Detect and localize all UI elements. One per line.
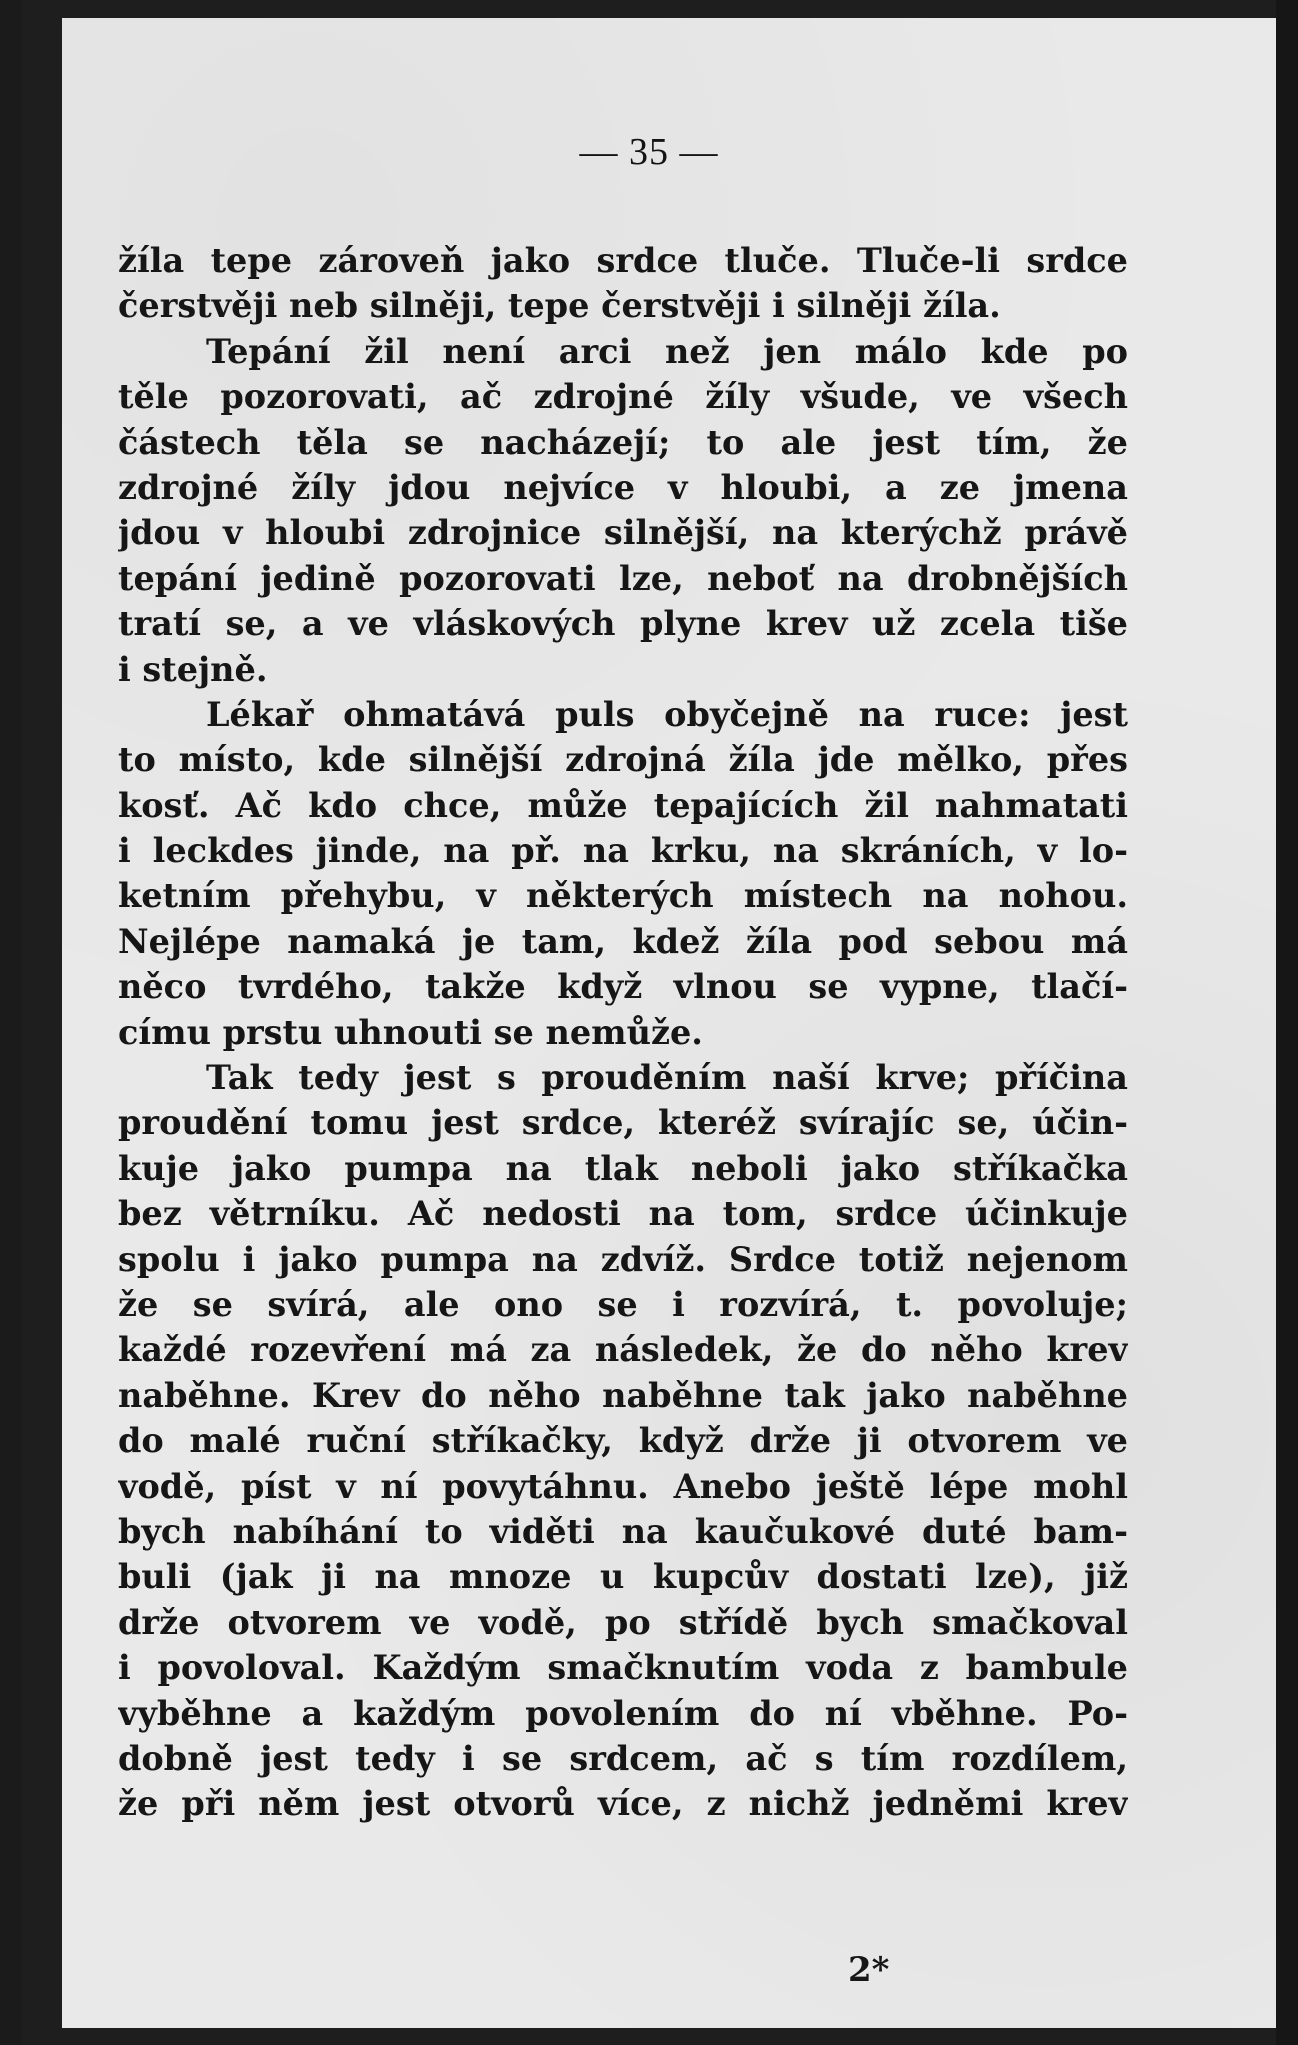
text-line: dobně jest tedy i se srdcem, ač s tím rozdílem,: [118, 1738, 1128, 1778]
text-line: i stejně.: [118, 649, 268, 689]
page-number: — 35 —: [579, 131, 719, 173]
text-line: to místo, kde silnější zdrojná žíla jde mělko, přes: [118, 740, 1128, 780]
text-line: částech těla se nacházejí; to ale jest tím, že: [118, 422, 1128, 462]
text-line: že se svírá, ale ono se i rozvírá, t. povoluje;: [118, 1284, 1128, 1324]
text-line: zdrojné žíly jdou nejvíce v hloubi, a ze jmena: [118, 467, 1128, 507]
text-line: kosť. Ač kdo chce, může tepajících žil nahmatati: [118, 785, 1128, 825]
text-line: každé rozevření má za následek, že do něho krev: [118, 1330, 1128, 1370]
text-line: i povoloval. Každým smačknutím voda z bambule: [118, 1648, 1128, 1688]
text-line: bez větrníku. Ač nedosti na tom, srdce účinkuje: [118, 1194, 1128, 1234]
scan-left-edge: [0, 0, 22, 2045]
text-line: spolu i jako pumpa na zdvíž. Srdce totiž nejenom: [118, 1239, 1128, 1279]
body-text: [118, 238, 1128, 1827]
text-line: i leckdes jinde, na př. na krku, na skráních, v lo-: [118, 831, 1128, 871]
text-line: naběhne. Krev do něho naběhne tak jako naběhne: [118, 1375, 1128, 1415]
text-line: jdou v hloubi zdrojnice silnější, na kterýchž právě: [118, 513, 1128, 553]
text-line: že při něm jest otvorů více, z nichž jedněmi krev: [118, 1784, 1128, 1824]
text-line: drže otvorem ve vodě, po střídě bych smačkoval: [118, 1602, 1128, 1642]
text-line: ketním přehybu, v některých místech na nohou.: [118, 876, 1128, 916]
text-line: Tak tedy jest s prouděním naší krve; příčina: [206, 1058, 1128, 1098]
scan-right-edge: [1276, 0, 1298, 2045]
text-line: vyběhne a každým povolením do ní vběhne. Po-: [118, 1693, 1128, 1733]
text-line: čerstvěji neb silněji, tepe čerstvěji i silněji žíla.: [118, 286, 1001, 326]
text-line: žíla tepe zároveň jako srdce tluče. Tluče-li srdce: [118, 241, 1128, 280]
text-line: Lékař ohmatává puls obyčejně na ruce: jest: [206, 694, 1128, 734]
text-line: buli (jak ji na mnoze u kupcův dostati lze), již: [118, 1557, 1128, 1597]
text-line: Tepání žil není arci než jen málo kde po: [206, 331, 1128, 371]
text-line: těle pozorovati, ač zdrojné žíly všude, ve všech: [118, 377, 1128, 417]
text-line: tepání jedině pozorovati lze, neboť na drobnějších: [118, 558, 1128, 598]
text-line: kuje jako pumpa na tlak neboli jako stříkačka: [118, 1148, 1128, 1188]
signature-mark: 2*: [848, 1950, 890, 1990]
text-line: vodě, píst v ní povytáhnu. Anebo ještě lépe mohl: [118, 1466, 1128, 1506]
text-line: bych nabíhání to viděti na kaučukové duté bam-: [118, 1511, 1128, 1551]
text-line: tratí se, a ve vláskových plyne krev už zcela tiše: [118, 604, 1128, 644]
text-line: címu prstu uhnouti se nemůže.: [118, 1012, 703, 1052]
text-line: proudění tomu jest srdce, kteréž svírajíc se, účin-: [118, 1103, 1128, 1143]
text-line: do malé ruční stříkačky, když drže ji otvorem ve: [118, 1421, 1128, 1461]
text-line: něco tvrdého, takže když vlnou se vypne, tlačí-: [118, 967, 1128, 1007]
text-line: Nejlépe namaká je tam, kdež žíla pod sebou má: [118, 921, 1128, 961]
